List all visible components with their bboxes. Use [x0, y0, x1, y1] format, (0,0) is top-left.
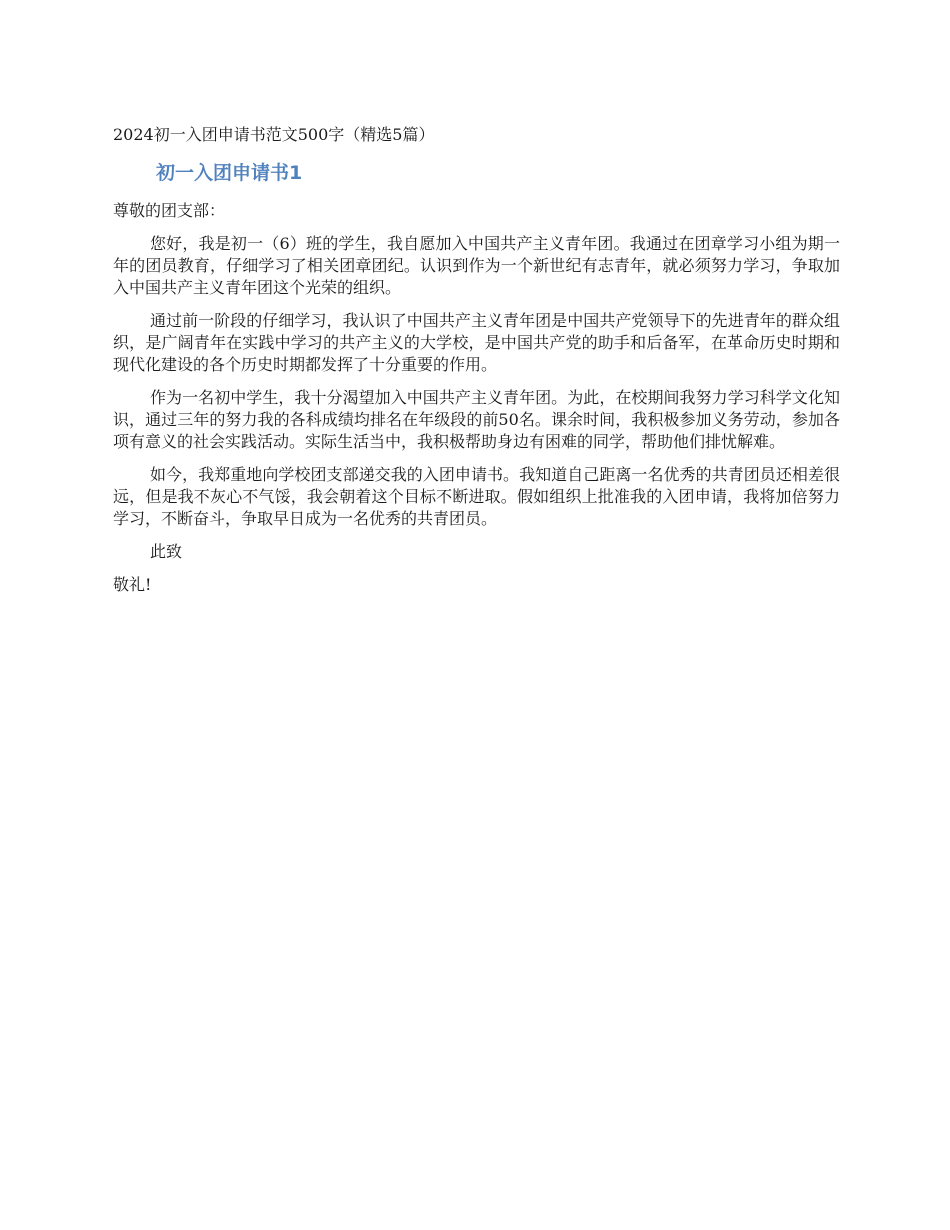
document-title: 2024初一入团申请书范文500字（精选5篇） [113, 125, 435, 144]
paragraph-1: 您好，我是初一（6）班的学生，我自愿加入中国共产主义青年团。我通过在团章学习小组为期一年的团员教育，仔细学习了相关团章团纪。认识到作为一个新世纪有志青年，就必须努力学习，争取加入中国共产主义青年团这个光荣的组织。 [113, 234, 840, 297]
salutation: 尊敬的团支部： [113, 201, 226, 220]
paragraph-2: 通过前一阶段的仔细学习，我认识了中国共产主义青年团是中国共产党领导下的先进青年的群众组织，是广阔青年在实践中学习的共产主义的大学校，是中国共产党的助手和后备军，在革命历史时期和现代化建设的各个历史时期都发挥了十分重要的作用。 [113, 311, 840, 374]
document-body [113, 124, 840, 596]
paragraph-3: 作为一名初中学生，我十分渴望加入中国共产主义青年团。为此，在校期间我努力学习科学文化知识，通过三年的努力我的各科成绩均排名在年级段的前50名。课余时间，我积极参加义务劳动，参加各项有意义的社会实践活动。实际生活当中，我积极帮助身边有困难的同学，帮助他们排忧解难。 [113, 388, 840, 451]
closing-salute: 敬礼! [113, 575, 152, 594]
closing-greeting: 此致 [150, 542, 183, 561]
section-heading: 初一入团申请书1 [156, 162, 303, 184]
paragraph-4: 如今，我郑重地向学校团支部递交我的入团申请书。我知道自己距离一名优秀的共青团员还相差很远，但是我不灰心不气馁，我会朝着这个目标不断进取。假如组织上批准我的入团申请，我将加倍努力学习，不断奋斗，争取早日成为一名优秀的共青团员。 [113, 465, 840, 528]
